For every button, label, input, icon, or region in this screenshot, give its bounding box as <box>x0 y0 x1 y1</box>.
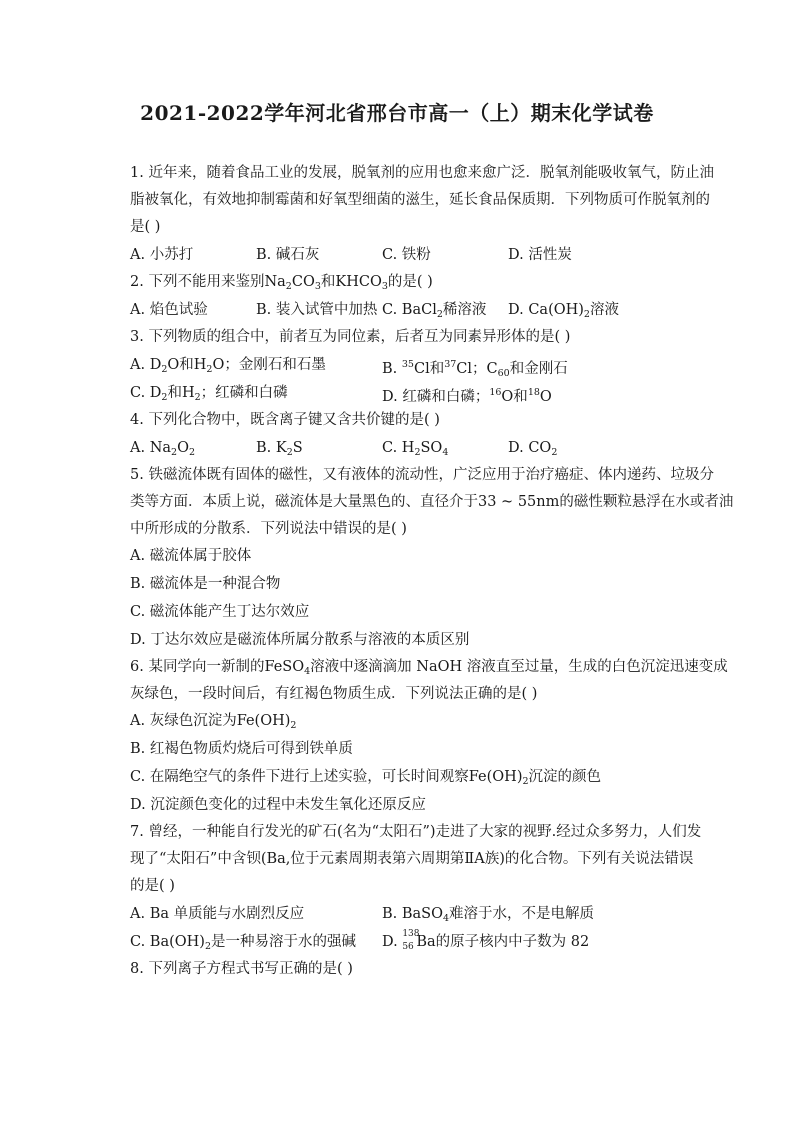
q3-option-d[interactable]: D. 红磷和白磷；$^{16}$O和$^{18}$O <box>382 387 552 405</box>
q5-option-a[interactable]: A. 磁流体属于胶体 <box>130 548 252 564</box>
q7-option-c-post: 是一种易溶于水的强碱 <box>211 934 356 950</box>
q5-stem-line2: 类等方面．本质上说，磁流体是大量黑色的、直径介于33 ~ 55nm的磁性颗粒悬浮在水或者油 <box>130 494 734 510</box>
q5-stem-line1: 5. 铁磁流体既有固体的磁性，又有液体的流动性，广泛应用于治疗癌症、体内递药、垃圾分 <box>130 467 714 483</box>
q3-option-d-mid: O和 <box>501 389 528 405</box>
q2-option-b[interactable]: B. 装入试管中加热 <box>256 302 378 318</box>
q4-option-b-text: B. K <box>256 440 287 456</box>
q5-option-d[interactable]: D. 丁达尔效应是磁流体所属分散系与溶液的本质区别 <box>130 632 470 648</box>
q6-option-a-text: A. 灰绿色沉淀为Fe(OH) <box>130 713 291 729</box>
q5-option-b[interactable]: B. 磁流体是一种混合物 <box>130 576 281 592</box>
q3-stem: 3. 下列物质的组合中，前者互为同位素，后者互为同素异形体的是( ) <box>130 329 571 345</box>
q5-stem-line3: 中所形成的分散系．下列说法中错误的是( ) <box>130 521 407 537</box>
q2-stem-mid: 和 <box>320 274 336 290</box>
q4-stem: 4. 下列化合物中，既含离子键又含共价键的是( ) <box>130 412 440 428</box>
q4-option-c[interactable]: C. $H_2SO_4$ <box>382 440 449 458</box>
q1-stem-line3: 是( ) <box>130 219 161 235</box>
q3-option-c[interactable]: C. $D_2$和$H_2$；红磷和白磷 <box>130 385 288 403</box>
q2-option-d[interactable]: D. $Ca(OH)_2$溶液 <box>508 302 619 320</box>
q3-option-b-cl: Cl和 <box>413 361 445 377</box>
q6-option-a[interactable]: A. 灰绿色沉淀为$Fe(OH)_2$ <box>130 713 297 731</box>
q7-isotope-notation <box>402 929 420 952</box>
q3-option-b-post: 和金刚石 <box>509 361 568 377</box>
q6-option-b[interactable]: B. 红褐色物质灼烧后可得到铁单质 <box>130 741 353 757</box>
q7-option-c[interactable]: C. $Ba(OH)_2$是一种易溶于水的强碱 <box>130 934 356 952</box>
q1-option-b[interactable]: B. 碱石灰 <box>256 247 320 263</box>
q6-stem-line2: 灰绿色，一段时间后，有红褐色物质生成．下列说法正确的是( ) <box>130 686 538 702</box>
q3-option-b[interactable]: B. $^{35}$Cl和$^{37}$Cl；$C_{60}$和金刚石 <box>382 359 568 379</box>
page-title: 2021-2022学年河北省邢台市高一（上）期末化学试卷 <box>140 101 654 125</box>
q3-option-a[interactable]: A. $D_2O$和$H_2O$；金刚石和石墨 <box>130 357 326 375</box>
q6-line1-pre: 6. 某同学向一新制的FeSO <box>130 659 305 675</box>
q1-stem-line1: 1. 近年来，随着食品工业的发展，脱氧剂的应用也愈来愈广泛．脱氧剂能吸收氧气，防止油 <box>130 165 714 181</box>
q2-stem-post: 的是( ) <box>387 274 433 290</box>
q7-option-a[interactable]: A. Ba 单质能与水剧烈反应 <box>130 906 305 922</box>
q4-option-c-text: C. H <box>382 440 415 456</box>
q4-option-a[interactable]: A. $Na_2O_2$ <box>130 440 196 458</box>
q5-option-c[interactable]: C. 磁流体能产生丁达尔效应 <box>130 604 310 620</box>
q4-option-b[interactable]: B. $K_2S$ <box>256 440 303 458</box>
q1-option-c[interactable]: C. 铁粉 <box>382 247 431 263</box>
q7-option-c-pre: C. Ba(OH) <box>130 934 205 950</box>
q7-option-d-pre: D. <box>382 934 398 950</box>
q2-stem-pre: 2. 下列不能用来鉴别 <box>130 274 265 290</box>
q3-option-b-cl2: Cl；C <box>456 361 498 377</box>
q2-stem: 2. 下列不能用来鉴别$Na_2CO_3$和$KHCO_3$的是( ) <box>130 274 433 292</box>
q7-option-b-post: 难溶于水，不是电解质 <box>449 906 595 922</box>
q7-option-b[interactable]: B. BaSO$_4$难溶于水，不是电解质 <box>382 906 595 924</box>
q1-stem-line2: 脂被氧化，有效地抑制霉菌和好氧型细菌的滋生，延长食品保质期．下列物质可作脱氧剂的 <box>130 192 710 208</box>
q6-stem-line1: 6. 某同学向一新制的FeSO$_4$溶液中逐滴滴加 NaOH 溶液直至过量，生成的白色沉淀迅速变成 <box>130 659 728 677</box>
q6-line1-post: 溶液中逐滴滴加 NaOH 溶液直至过量，生成的白色沉淀迅速变成 <box>310 659 728 675</box>
q7-stem-line1: 7. 曾经，一种能自行发光的矿石(名为“太阳石”)走进了大家的视野.经过众多努力，人们发 <box>130 824 702 840</box>
q4-option-d[interactable]: D. $CO_2$ <box>508 440 558 458</box>
q7-stem-line2: 现了“太阳石”中含钡(Ba,位于元素周期表第六周期第ⅡA族)的化合物。下列有关说法错误 <box>130 851 694 867</box>
q7-isotope-atomic-number: 56 <box>402 942 414 952</box>
q6-option-c-post: 沉淀的颜色 <box>528 769 602 785</box>
q7-stem-line3: 的是( ) <box>130 878 175 894</box>
q8-stem: 8. 下列离子方程式书写正确的是( ) <box>130 961 353 977</box>
q2-option-c-pre: C. BaCl <box>382 302 437 318</box>
q2-option-c[interactable]: C. BaCl$_2$稀溶液 <box>382 302 487 320</box>
q2-option-d-pre: D. Ca(OH) <box>508 302 584 318</box>
q7-isotope-mass: 138 <box>402 929 420 939</box>
q4-option-a-text: A. Na <box>130 440 172 456</box>
q6-option-d[interactable]: D. 沉淀颜色变化的过程中未发生氧化还原反应 <box>130 797 426 813</box>
q6-option-c[interactable]: C. 在隔绝空气的条件下进行上述实验，可长时间观察$Fe(OH)_2$沉淀的颜色 <box>130 769 602 787</box>
q1-option-d[interactable]: D. 活性炭 <box>508 247 572 263</box>
q2-option-d-post: 溶液 <box>589 302 619 318</box>
q3-option-a-text: 金刚石和石墨 <box>238 357 326 373</box>
q1-option-a[interactable]: A. 小苏打 <box>130 247 194 263</box>
q7-option-b-pre: B. BaSO <box>382 906 443 922</box>
q2-option-a[interactable]: A. 焰色试验 <box>130 302 208 318</box>
q4-option-d-text: D. CO <box>508 440 552 456</box>
q2-option-c-post: 稀溶液 <box>442 302 487 318</box>
q6-option-c-pre: C. 在隔绝空气的条件下进行上述实验，可长时间观察Fe(OH) <box>130 769 523 785</box>
q3-option-c-text: 红磷和白磷 <box>215 385 288 401</box>
q7-option-d-post: Ba的原子核内中子数为 82 <box>416 934 590 950</box>
q3-option-d-text: D. 红磷和白磷； <box>382 389 490 405</box>
q7-option-d[interactable] <box>382 929 590 952</box>
